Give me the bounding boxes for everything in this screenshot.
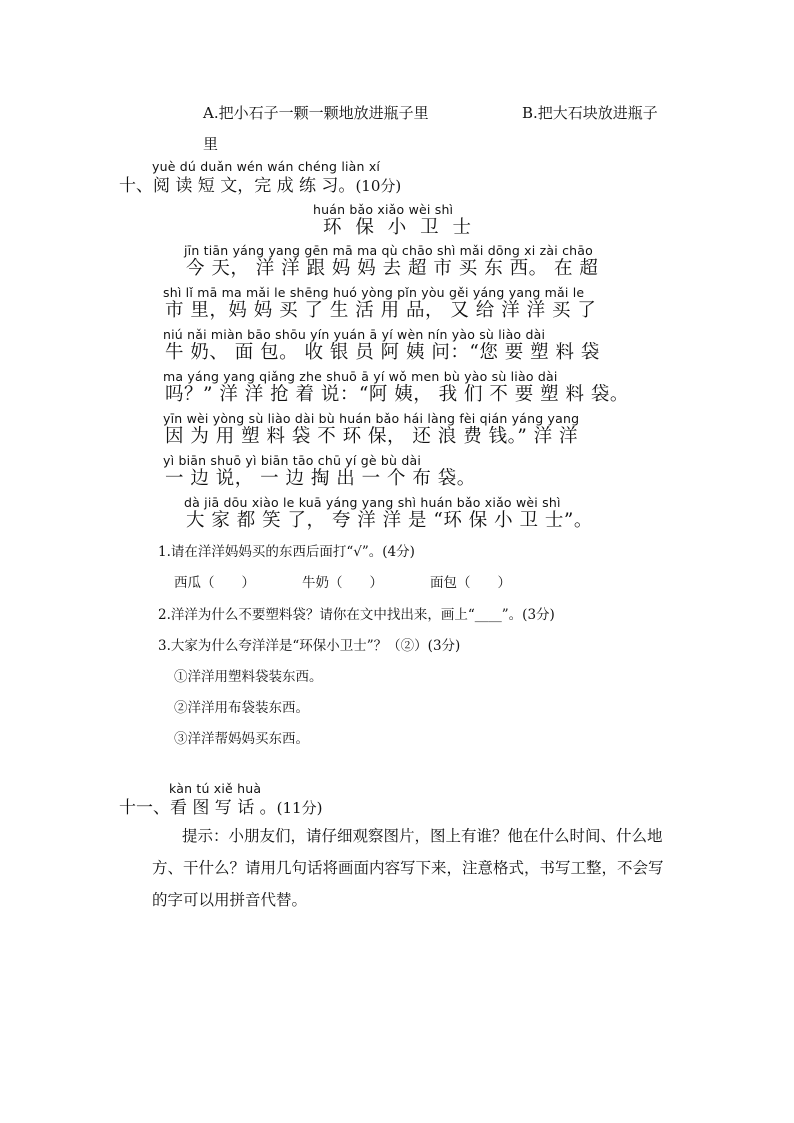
passage-line-2: 市 里，妈 妈 买 了 生 活 用 品， 又 给 洋 洋 买 了	[165, 300, 597, 321]
sec11-title: 看 图 写 话 。	[170, 798, 277, 818]
sec11-score: (11分)	[276, 799, 323, 817]
passage-line-2-pinyin: shì lǐ mā ma mǎi le shēng huó yòng pǐn yòu gěi yáng yang mǎi le	[163, 285, 585, 300]
q3-choice-2: ②洋洋用布袋装东西。	[174, 700, 309, 716]
passage-line-1: 今 天， 洋 洋 跟 妈 妈 去 超 市 买 东 西。 在 超	[186, 258, 599, 279]
passage-title-pinyin: huán bǎo xiǎo wèi shì	[313, 202, 454, 217]
option-b: B.把大石块放进瓶子	[522, 104, 658, 122]
passage-line-4: 吗？” 洋 洋 抢 着 说：“阿 姨， 我 们 不 要 塑 料 袋。	[165, 384, 629, 405]
passage-line-3: 牛 奶、 面 包。 收 银 员 阿 姨 问：“您 要 塑 料 袋	[165, 342, 600, 363]
passage-line-5: 因 为 用 塑 料 袋 不 环 保， 还 浪 费 钱。” 洋 洋	[165, 426, 579, 447]
q3-choice-3: ③洋洋帮妈妈买东西。	[174, 731, 309, 747]
option-b-wrap: 里	[203, 135, 219, 153]
sec10-heading	[119, 171, 401, 196]
sec10-number: 十、	[119, 176, 153, 196]
passage-line-4-pinyin: ma yáng yang qiǎng zhe shuō ā yí wǒ men bù yào sù liào dài	[163, 369, 558, 384]
q1-item-milk: 牛奶（ ）	[302, 575, 383, 591]
sec11-number: 十一、	[119, 798, 170, 818]
passage-line-5-pinyin: yīn wèi yòng sù liào dài bù huán bǎo hái làng fèi qián yáng yang	[163, 411, 580, 426]
question-3: 3.大家为什么夸洋洋是“环保小卫士”？（②）(3分)	[158, 638, 461, 654]
q1-item-watermelon: 西瓜（ ）	[174, 575, 255, 591]
sec10-pinyin: yuè dú duǎn wén wán chéng liàn xí	[152, 159, 381, 174]
question-2: 2.洋洋为什么不要塑料袋？请你在文中找出来，画上“____”。(3分)	[158, 607, 555, 623]
passage-line-1-pinyin: jīn tiān yáng yang gēn mā ma qù chāo shì mǎi dōng xi zài chāo	[184, 243, 593, 258]
sec10-title: 阅 读 短 文，完 成 练 习。	[153, 176, 356, 196]
passage-title: 环 保 小 卫 士	[323, 217, 476, 238]
q1-item-bread: 面包（ ）	[430, 575, 511, 591]
option-a: A.把小石子一颗一颗地放进瓶子里	[203, 104, 429, 122]
passage-line-7: 大 家 都 笑 了， 夸 洋 洋 是 “环 保 小 卫 士”。	[186, 510, 593, 531]
sec10-score: (10分)	[355, 177, 402, 195]
sec11-hint: 提示：小朋友们，请仔细观察图片，图上有谁？他在什么时间、什么地方、干什么？请用几句话将画面内容写下来，注意格式，书写工整，不会写的字可以用拼音代替。	[152, 827, 664, 909]
question-1: 1.请在洋洋妈妈买的东西后面打“√”。(4分)	[158, 544, 415, 560]
sec11-pinyin: kàn tú xiě huà	[169, 781, 262, 796]
sec11-heading	[119, 793, 322, 818]
passage-line-7-pinyin: dà jiā dōu xiào le kuā yáng yang shì huán bǎo xiǎo wèi shì	[184, 495, 561, 510]
passage-line-6-pinyin: yì biān shuō yì biān tāo chū yí gè bù dài	[163, 453, 422, 468]
passage-line-6: 一 边 说， 一 边 掏 出 一 个 布 袋。	[165, 468, 476, 489]
q3-choice-1: ①洋洋用塑料袋装东西。	[174, 669, 323, 685]
passage-line-3-pinyin: niú nǎi miàn bāo shōu yín yuán ā yí wèn nín yào sù liào dài	[163, 327, 546, 342]
